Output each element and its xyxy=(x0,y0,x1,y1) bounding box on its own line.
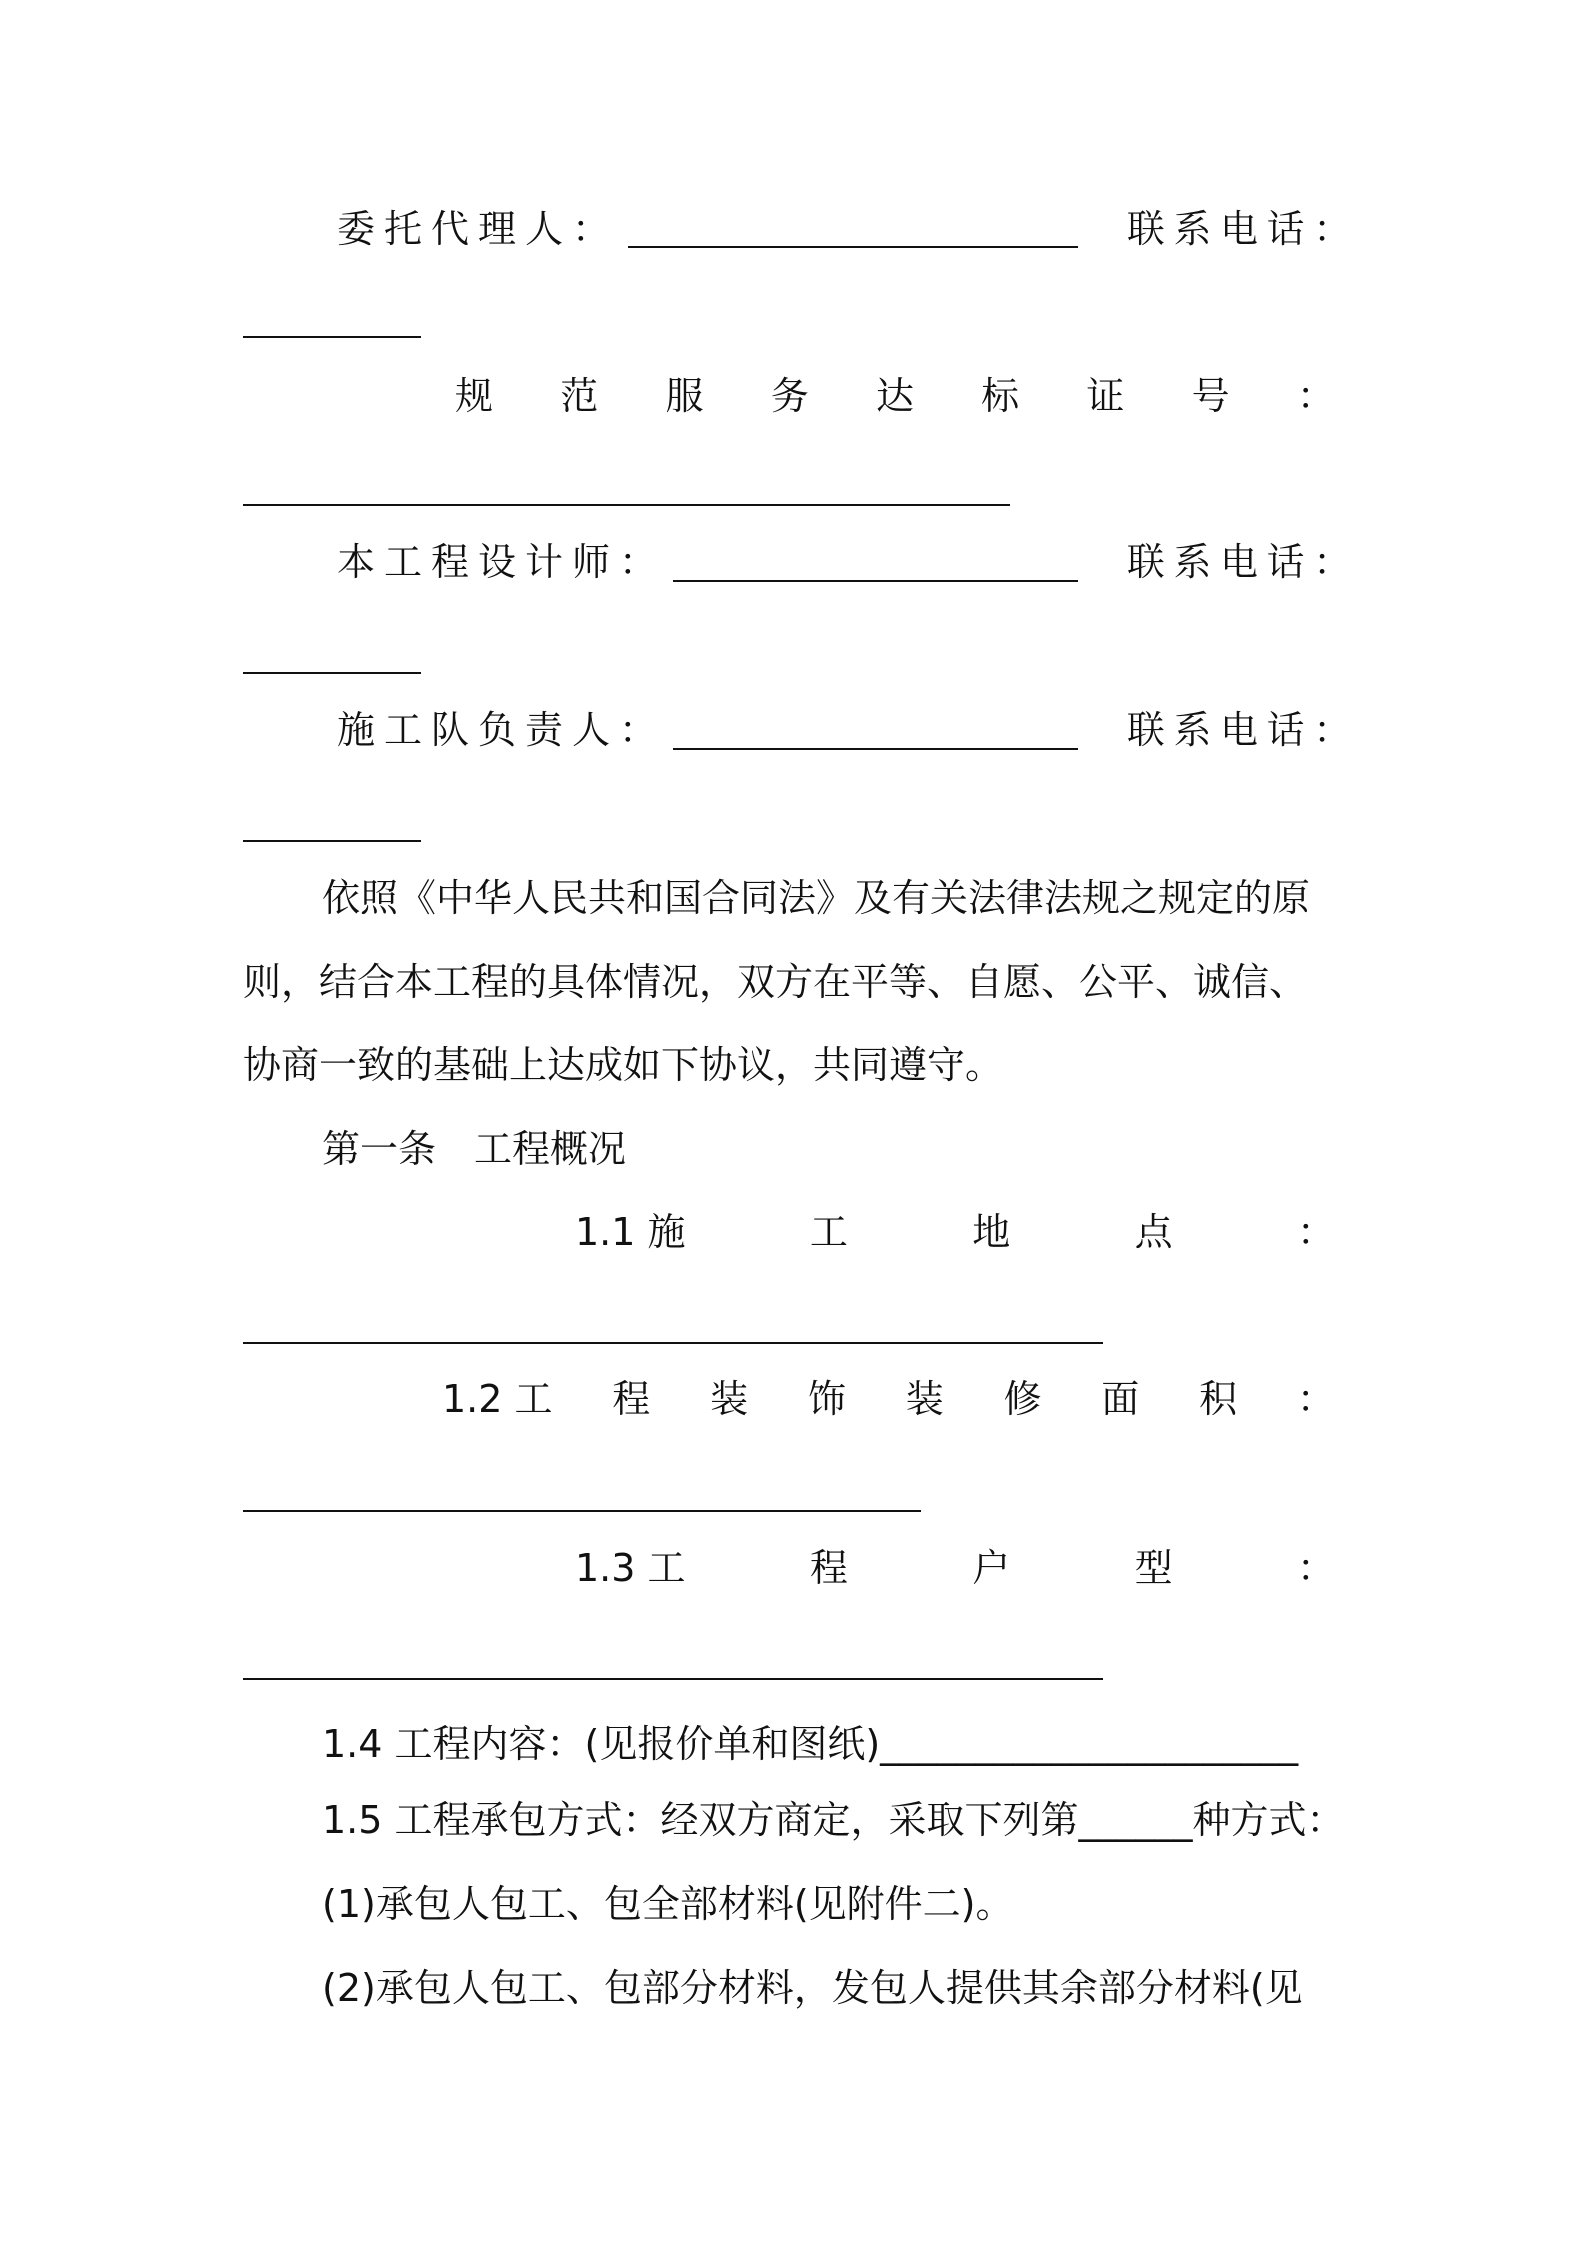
foreman-label: 施工队负责人： xyxy=(337,708,667,752)
foreman-phone-label: 联系电话： xyxy=(1127,708,1360,752)
intro-line-1: 依照《中华人民共和国合同法》及有关法律法规之规定的原 xyxy=(322,876,1311,920)
designer-blank[interactable] xyxy=(673,580,1078,582)
option-2: (2)承包人包工、包部分材料，发包人提供其余部分材料(见 xyxy=(322,1966,1303,2010)
item-1-5: 1.5 工程承包方式：经双方商定，采取下列第______种方式： xyxy=(322,1798,1345,1842)
foreman-phone-blank[interactable] xyxy=(243,840,421,842)
foreman-blank[interactable] xyxy=(673,748,1078,750)
designer-label: 本工程设计师： xyxy=(337,540,667,584)
agent-phone-label: 联系电话： xyxy=(1127,207,1360,251)
item-1-4: 1.4 工程内容：(见报价单和图纸)______________________ xyxy=(322,1722,1299,1766)
intro-line-3: 协商一致的基础上达成如下协议，共同遵守。 xyxy=(243,1043,1004,1087)
article-1-title: 第一条 工程概况 xyxy=(322,1127,627,1171)
designer-phone-blank[interactable] xyxy=(243,672,421,674)
intro-line-2: 则，结合本工程的具体情况，双方在平等、自愿、公平、诚信、 xyxy=(243,960,1308,1004)
item-1-1-blank[interactable] xyxy=(243,1342,1103,1344)
agent-blank[interactable] xyxy=(628,246,1078,248)
cert-blank[interactable] xyxy=(243,504,1010,506)
item-1-3-label: 1.3 工 程 户 型 ： xyxy=(575,1546,1335,1590)
item-1-2-blank[interactable] xyxy=(243,1510,921,1512)
item-1-1-label: 1.1 施 工 地 点 ： xyxy=(575,1210,1335,1254)
item-1-3-blank[interactable] xyxy=(243,1678,1103,1680)
agent-phone-blank[interactable] xyxy=(243,336,421,338)
designer-phone-label: 联系电话： xyxy=(1127,540,1360,584)
item-1-2-label: 1.2 工 程 装 饰 装 修 面 积 ： xyxy=(442,1377,1335,1421)
option-1: (1)承包人包工、包全部材料(见附件二)。 xyxy=(322,1882,1014,1926)
cert-label: 规 范 服 务 达 标 证 号 ： xyxy=(455,374,1335,418)
agent-label: 委托代理人： xyxy=(337,207,620,251)
